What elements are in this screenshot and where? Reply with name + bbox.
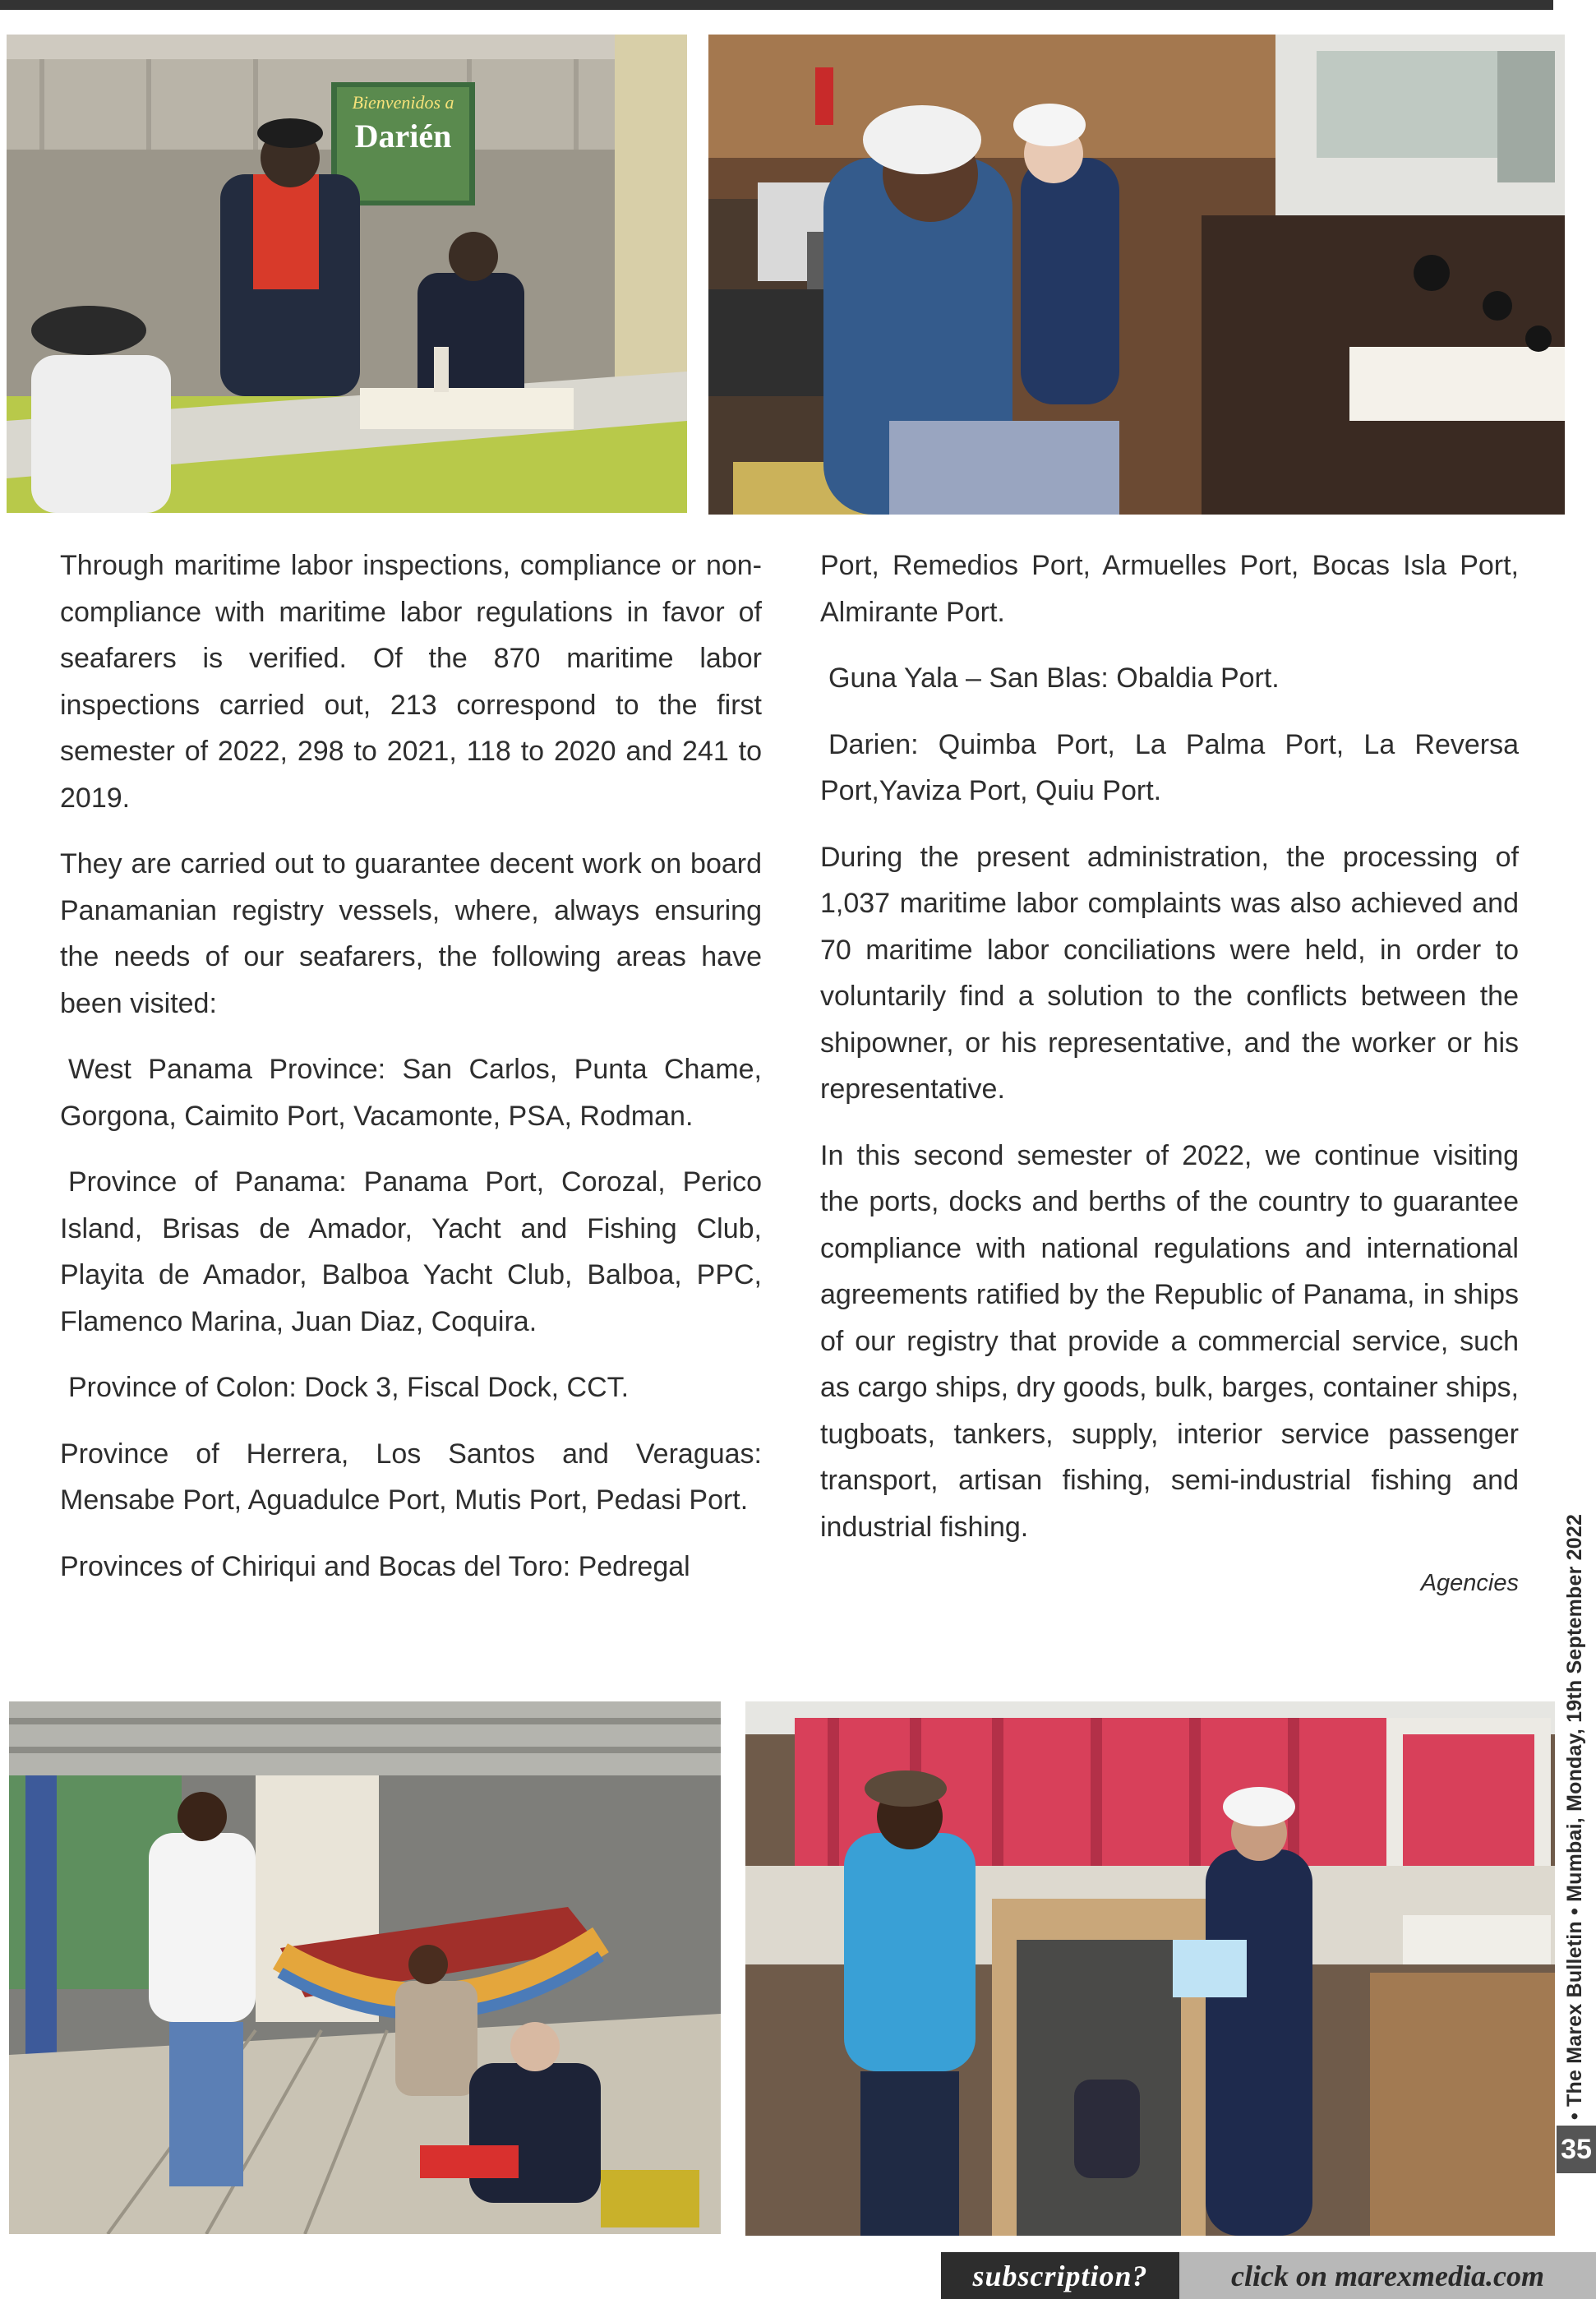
welcome-sign-line2: Darién <box>354 118 452 155</box>
article-column-right <box>820 542 1519 1619</box>
paragraph-province-colon: Province of Colon: Dock 3, Fiscal Dock, CCT. <box>68 1372 630 1403</box>
paragraph-herrera-los-santos: Province of Herrera, Los Santos and Veraguas: Mensabe Port, Aguadulce Port, Mutis Port, Pedasi Port. <box>60 1438 762 1516</box>
paragraph-darien: Darien: Quimba Port, La Palma Port, La Reversa Port,Yaviza Port, Quiu Port. <box>820 728 1519 806</box>
photo-inspection-booth <box>7 35 687 513</box>
top-rule <box>0 0 1553 10</box>
paragraph-inspections-intro: Through maritime labor inspections, compliance or non-compliance with maritime labor regulations in favor of seafarers is verified. Of the 870 maritime labor inspections carried out, 213 correspond to the first semester of 2022, 298 to 2021, 118 to 2020 and 241 to 2019. <box>60 550 762 814</box>
paragraph-chiriqui-ports: Port, Remedios Port, Armuelles Port, Bocas Isla Port, Almirante Port. <box>820 550 1519 628</box>
marexmedia-link[interactable]: click on marexmedia.com <box>1179 2252 1596 2299</box>
photo-ship-bridge <box>708 35 1565 515</box>
paragraph-complaints: During the present administration, the processing of 1,037 maritime labor complaints was also achieved and 70 maritime labor conciliations were held, in order to voluntarily find a solution to the conflicts between the shipowner, or his representative, and the worker or his representative. <box>820 841 1519 1105</box>
subscription-label[interactable]: subscription? <box>941 2252 1179 2299</box>
publication-sidebar <box>1559 1504 1592 2129</box>
paragraph-west-panama: West Panama Province: San Carlos, Punta Chame, Gorgona, Caimito Port, Vacamonte, PSA, Rodman. <box>60 1054 762 1132</box>
article-column-left <box>60 542 762 1609</box>
paragraph-second-semester: In this second semester of 2022, we continue visiting the ports, docks and berths of the country to guarantee compliance with national regulations and international agreements ratified by the Republic of Panama, in ships of our registry that provide a commercial service, such as cargo ships, dry goods, bulk, barges, container ships, tugboats, tankers, supply, interior service passenger transport, artisan fishing, semi-industrial fishing and industrial fishing. <box>820 1139 1519 1543</box>
photo-deck-hammock <box>9 1701 721 2234</box>
paragraph-decent-work: They are carried out to guarantee decent work on board Panamanian registry vessels, where, always ensuring the needs of our seafarers, the following areas have been visited: <box>60 848 762 1019</box>
article-signoff: Agencies <box>1420 1570 1519 1596</box>
paragraph-province-panama: Province of Panama: Panama Port, Corozal, Perico Island, Brisas de Amador, Yacht and Fishing Club, Playita de Amador, Balboa Yacht Club, Balboa, PPC, Flamenco Marina, Juan Diaz, Coquira. <box>60 1166 762 1337</box>
paragraph-guna-yala: Guna Yala – San Blas: Obaldia Port. <box>828 662 1280 694</box>
publication-line: • The Marex Bulletin • Mumbai, Monday, 19th September 2022 <box>1563 1513 1587 2120</box>
photo-wheelhouse-curtains <box>745 1701 1555 2236</box>
welcome-sign-line1: Bienvenidos a <box>352 92 454 113</box>
page-number: 35 <box>1557 2126 1596 2173</box>
paragraph-chiriqui-bocas: Provinces of Chiriqui and Bocas del Toro: Pedregal <box>60 1550 690 1582</box>
